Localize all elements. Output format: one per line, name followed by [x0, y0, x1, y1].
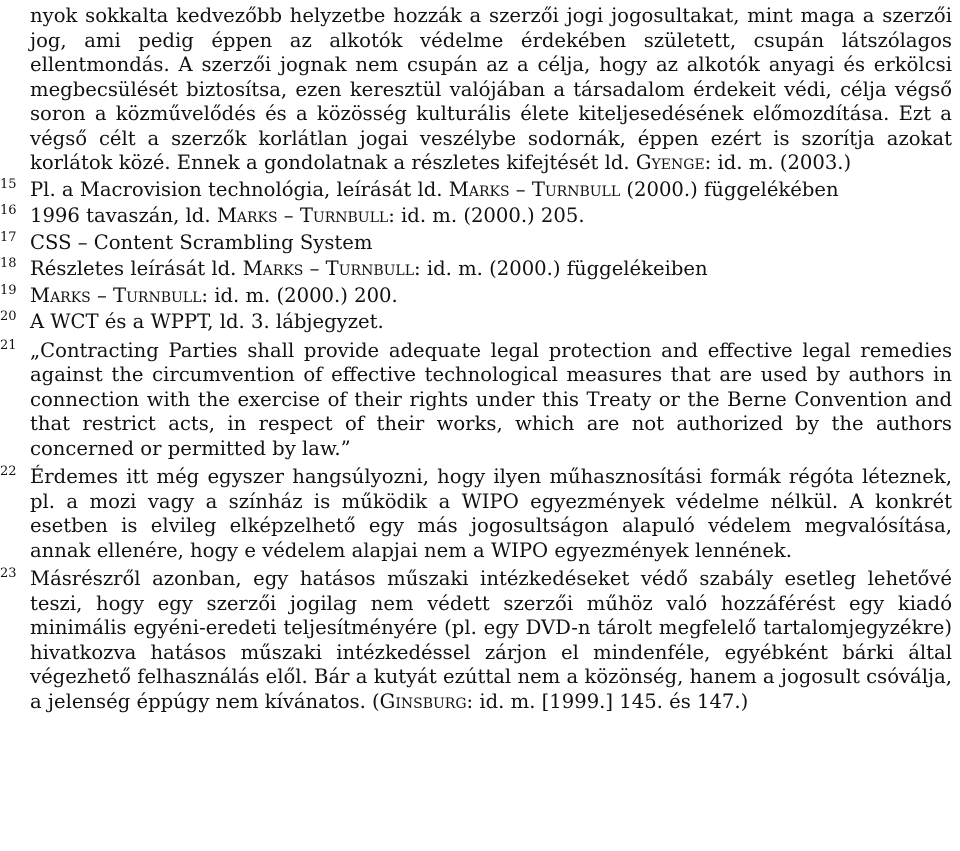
footnote-number: 17	[0, 229, 17, 245]
author-separator: –	[90, 283, 114, 307]
footnote-17	[0, 231, 952, 256]
footnote-number: 15	[0, 176, 17, 192]
footnote-number: 20	[0, 309, 17, 324]
footnote-text-end: : id. m. (2000.) 200.	[201, 283, 398, 307]
intro-citation: : id. m. (2003.)	[704, 151, 852, 174]
footnote-19	[0, 284, 952, 309]
author-name: Marks	[242, 257, 304, 280]
footnote-text: 1996 tavaszán, ld.	[30, 204, 217, 227]
footnote-number: 16	[0, 203, 17, 218]
author-name: Marks	[30, 283, 91, 307]
footnote-number: 22	[0, 464, 17, 479]
footnote-text-end: (2000.) függelékében	[620, 177, 839, 201]
author-separator: –	[303, 257, 326, 280]
footnote-text: Részletes leírását ld.	[30, 257, 243, 280]
author-name: Ginsburg	[379, 689, 467, 713]
footnote-text: CSS – Content Scrambling System	[30, 230, 373, 254]
footnote-text: Másrészről azonban, egy hatásos műszaki intézkedéseket védő szabály esetleg lehetővé teszi, hogy egy szerzői jogilag nem védett szerzői műhöz való hozzáférést egy kiadó minimális egyéni-eredeti teljesítményére (pl. egy DVD-n tárolt megfelelő tartalomjegyzékre) hivatkozva hatásos műszaki intézkedéssel zárjon el mindenféle, egyébként bárki által végezhető felhasználás elől. Bár a kutyát ezúttal nem a közönség, hanem a jogosult csóválja, a jelenség éppúgy nem kívánatos. (	[30, 567, 952, 713]
author-name: Turnbull	[299, 204, 389, 227]
author-name: Turnbull	[531, 177, 621, 201]
footnote-text: Érdemes itt még egyszer hangsúlyozni, hogy ilyen műhasznosítási formák régóta léteznek, pl. a mozi vagy a színház is működik a WIPO egyezmények védelme nélkül. A konkrét esetben is elvileg elképzelhető egy más jogosultságon alapuló védelem megvalósítása, annak ellenére, hogy e védelem alapjai nem a WIPO egyezmények lennének.	[30, 465, 952, 562]
author-name: Marks	[448, 177, 510, 201]
footnote-text-end: : id. m. (2000.) függelékeiben	[414, 257, 708, 280]
footnote-16	[0, 204, 952, 229]
footnote-23	[0, 567, 952, 714]
footnote-text-end: : id. m. (2000.) 205.	[388, 204, 585, 227]
footnote-20	[0, 310, 952, 335]
footnote-22	[0, 465, 952, 563]
footnote-number: 21	[0, 337, 17, 353]
footnote-number: 19	[0, 282, 17, 298]
author-name: Turnbull	[113, 283, 202, 307]
footnote-number: 18	[0, 256, 17, 271]
footnote-text: Pl. a Macrovision technológia, leírását ld.	[30, 177, 449, 201]
footnote-text: „Contracting Parties shall provide adequate legal protection and effective legal remedies against the circumvention of effective technological measures that are used by authors in connection with the exercise of their rights under this Treaty or the Berne Convention and that restrict acts, in respect of their works, which are not authorized by the authors concerned or permitted by law.”	[30, 338, 952, 460]
author-separator: –	[509, 177, 532, 201]
author-separator: –	[277, 204, 300, 227]
intro-text: nyok sokkalta kedvezőbb helyzetbe hozzák a szerzői jogi jogosultakat, mint maga a szerzői jog, ami pedig éppen az alkotók védelme érdekében született, csupán látszólagos ellentmondás. A szerzői jognak nem csupán az a célja, hogy az alkotók anyagi és erkölcsi megbecsülését biztosítsa, ezen keresztül valójában a társadalom érdekeit védi, célja végső soron a közművelődés és a közösség kulturális élete kiteljesedésének előmozdítása. Ezt a végső célt a szerzők korlátlan jogai veszélybe sodornák, éppen ezért is szorítja azokat korlátok közé. Ennek a gondolatnak a részletes kifejtését ld.	[30, 4, 952, 174]
footnote-number: 23	[0, 566, 17, 581]
author-name: Marks	[216, 204, 278, 227]
footnote-text-end: : id. m. [1999.] 145. és 147.)	[466, 689, 749, 713]
footnote-21	[0, 339, 952, 462]
footnote-18	[0, 257, 952, 282]
author-name: Turnbull	[325, 257, 414, 280]
footnote-15	[0, 178, 952, 203]
footnote-text: A WCT és a WPPT, ld. 3. lábjegyzet.	[30, 310, 384, 333]
intro-paragraph	[0, 0, 952, 176]
author-name: Gyenge	[635, 151, 705, 174]
